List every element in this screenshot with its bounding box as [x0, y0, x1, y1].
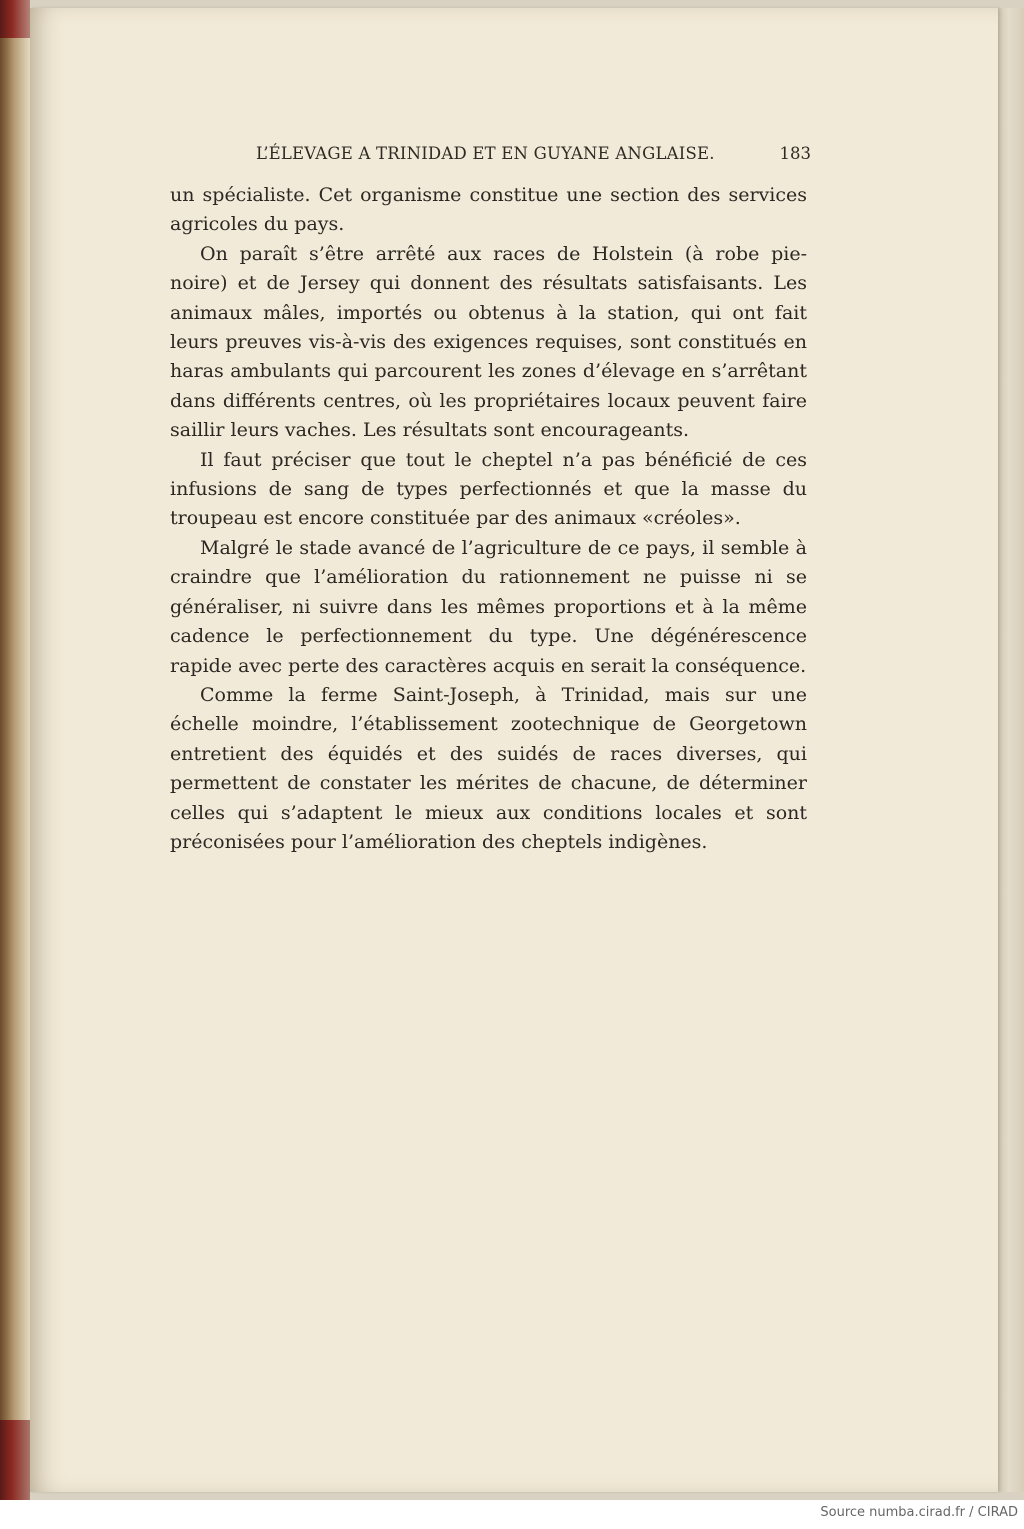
paragraph-1: un spécialiste. Cet organisme constitue une section des services agricoles du pays. — [170, 184, 807, 236]
running-head — [256, 144, 811, 168]
source-credit: Source numba.cirad.fr / CIRAD — [820, 1505, 1018, 1520]
paragraph-2: On paraît s’être arrêté aux races de Holstein (à robe pie-noire) et de Jersey qui donnent des résultats satisfaisants. Les animaux mâles, importés ou obtenus à la station, qui ont fait leurs preuves vis-à-vis des exigences requises, sont constitués en haras ambulants qui parcourent les zones d’élevage en s’arrêtant dans différents centres, où les propriétaires locaux peuvent faire saillir leurs vaches. Les résultats sont encourageants. — [170, 242, 807, 442]
book-binding — [0, 0, 30, 1500]
footer-bar — [0, 1500, 1024, 1529]
paragraph-3: Il faut préciser que tout le cheptel n’a pas bénéficié de ces infusions de sang de types perfectionnés et que la masse du troupeau est encore constituée par des animaux «créoles». — [170, 448, 807, 530]
binding-ribbon-bottom — [0, 1420, 30, 1500]
paragraph-4: Malgré le stade avancé de l’agriculture de ce pays, il semble à craindre que l’amélioration du rationnement ne puisse ni se généraliser, ni suivre dans les mêmes proportions et à la même cadence le perfectionnement du type. Une dégénérescence rapide avec perte des caractères acquis en serait la conséquence. — [170, 536, 807, 677]
running-title: L’ÉLEVAGE A TRINIDAD ET EN GUYANE ANGLAISE. — [256, 144, 715, 163]
binding-ribbon-top — [0, 0, 30, 38]
paragraph-5: Comme la ferme Saint-Joseph, à Trinidad, mais sur une échelle moindre, l’établissement zootechnique de Georgetown entretient des équidés et des suidés de races diverses, qui permettent de constater les mérites de chacune, de déterminer celles qui s’adaptent le mieux aux conditions locales et sont préconisées pour l’amélioration des cheptels indigènes. — [170, 683, 807, 853]
body-text — [170, 181, 807, 857]
page-number: 183 — [779, 144, 811, 163]
page-edge — [998, 8, 1024, 1492]
